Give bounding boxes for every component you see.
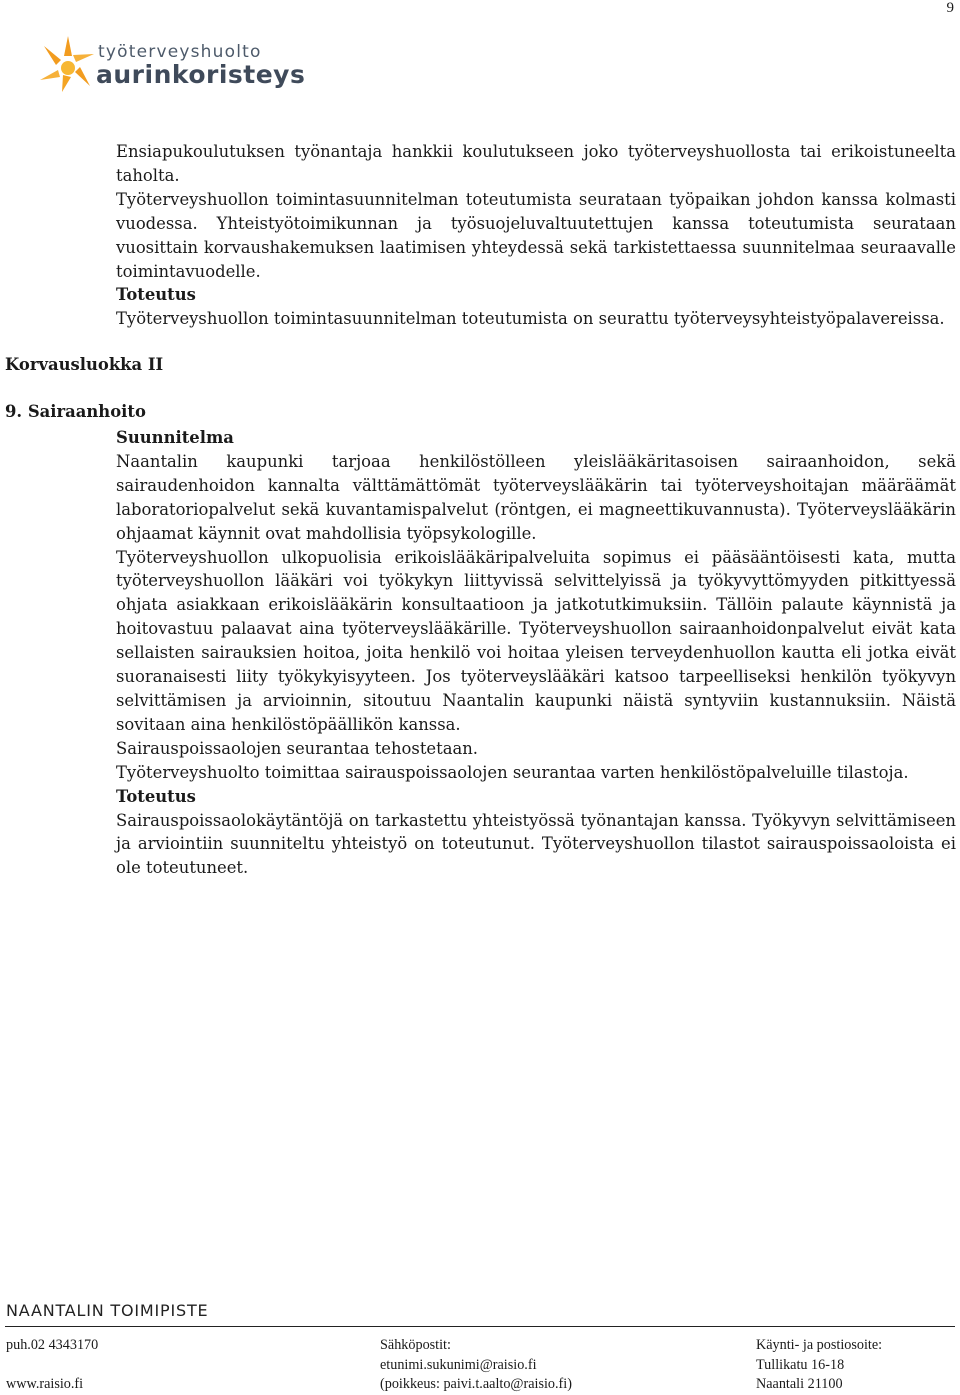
footer-contact-address <box>756 1336 882 1395</box>
korvausluokka-label: Korvausluokka II <box>5 355 164 374</box>
footer-spacer <box>6 1356 98 1376</box>
footer-website: www.raisio.fi <box>6 1376 84 1392</box>
footer-street: Tullikatu 16-18 <box>756 1356 845 1373</box>
page-number: 9 <box>946 0 954 16</box>
section-9-content <box>116 426 956 880</box>
paragraph: Ensiapukoulutuksen työnantaja hankkii koulutukseen joko työterveyshuollosta tai erikoistuneelta taholta. <box>116 142 956 185</box>
footer-email-label: Sähköpostit: <box>380 1337 451 1353</box>
paragraph: Työterveyshuollon ulkopuolisia erikoislääkäripalveluita sopimus ei pääsääntöisesti kata, mutta työterveyshuollon lääkäri voi työkykyn liittyvissä selvittelyissä ja työkyvyttömyyden pitkittyessä ohjata asiakkaan erikoislääkärin konsultaatioon ja jatkotutkimuksiin. Tällöin palaute käynnistä ja hoitovastuu palaavat aina työterveyslääkärille. Työterveyshuollon sairaanhoidonpalvelut eivät kata sellaisten sairauksien hoitoa, joita henkilö voi hoitaa yleisen terveydenhuollon kautta eli jotka eivät suoranaisesti liity työkykyisyyteen. Jos työterveyslääkäri katsoo tarpeelliseksi henkilön työkyvyn selvittämisen ja arvioinnin, sitoutuu Naantalin kaupunki näistä syntyviin kustannuksiin. Näistä sovitaan aina henkilöstöpäällikön kanssa. <box>116 547 956 734</box>
section-heading-suunnitelma: Suunnitelma <box>116 428 234 447</box>
logo-text-large: aurinkoristeys <box>96 60 306 89</box>
footer-email-exception: (poikkeus: paivi.t.aalto@raisio.fi) <box>380 1376 572 1392</box>
paragraph: Työterveyshuolto toimittaa sairauspoissaolojen seurantaa varten henkilöstöpalveluille tilastoja. <box>116 762 909 782</box>
footer-phone: puh.02 4343170 <box>6 1337 99 1353</box>
section-title-sairaanhoito: 9. Sairaanhoito <box>5 402 146 421</box>
footer-city: Naantali 21100 <box>756 1376 843 1392</box>
footer-divider <box>5 1326 955 1327</box>
paragraph: Naantalin kaupunki tarjoaa henkilöstölleen yleislääkäritasoisen sairaanhoidon, sekä sairaudenhoidon kannalta välttämättömät työterveyslääkärin tai työterveyshoitajan määräämät laboratoriopalvelut sekä kuvantamispalvelut (röntgen, ei magneettikuvannusta). Työterveyslääkärin ohjaamat käynnit ovat mahdollisia työpsykologille. <box>116 451 956 543</box>
footer-contact-phone <box>6 1336 98 1395</box>
footer-address-label: Käynti- ja postiosoite: <box>756 1337 883 1353</box>
logo-text-small: työterveyshuolto <box>98 42 262 62</box>
company-logo <box>38 34 328 104</box>
paragraph: Työterveyshuollon toimintasuunnitelman toteutumista on seurattu työterveysyhteistyöpalavereissa. <box>116 309 945 329</box>
sun-icon <box>38 34 98 94</box>
section-heading-toteutus: Toteutus <box>116 285 196 305</box>
main-content <box>116 140 956 331</box>
paragraph: Sairauspoissaolokäytäntöjä on tarkastettu yhteistyössä työnantajan kanssa. Työkyvyn selvittämiseen ja arviointiin suunniteltu yhteistyö on toteutunut. Työterveyshuollon tilastot sairauspoissaoloista ei ole toteutuneet. <box>116 810 956 878</box>
footer-contact-email <box>380 1336 572 1395</box>
paragraph: Sairauspoissaolojen seurantaa tehostetaan. <box>116 738 479 758</box>
section-heading-toteutus: Toteutus <box>116 786 196 806</box>
paragraph: Työterveyshuollon toimintasuunnitelman toteutumista seurataan työpaikan johdon kanssa kolmasti vuodessa. Yhteistyötoimikunnan ja työsuojeluvaltuutettujen kanssa toteutumista seurataan vuosittain korvaushakemuksen laatimisen yhteydessä sekä tarkistettaessa suunnitelmaa seuraavalle toimintavuodelle. <box>116 189 956 281</box>
footer-email: etunimi.sukunimi@raisio.fi <box>380 1356 537 1373</box>
footer-title: NAANTALIN TOIMIPISTE <box>6 1301 209 1320</box>
